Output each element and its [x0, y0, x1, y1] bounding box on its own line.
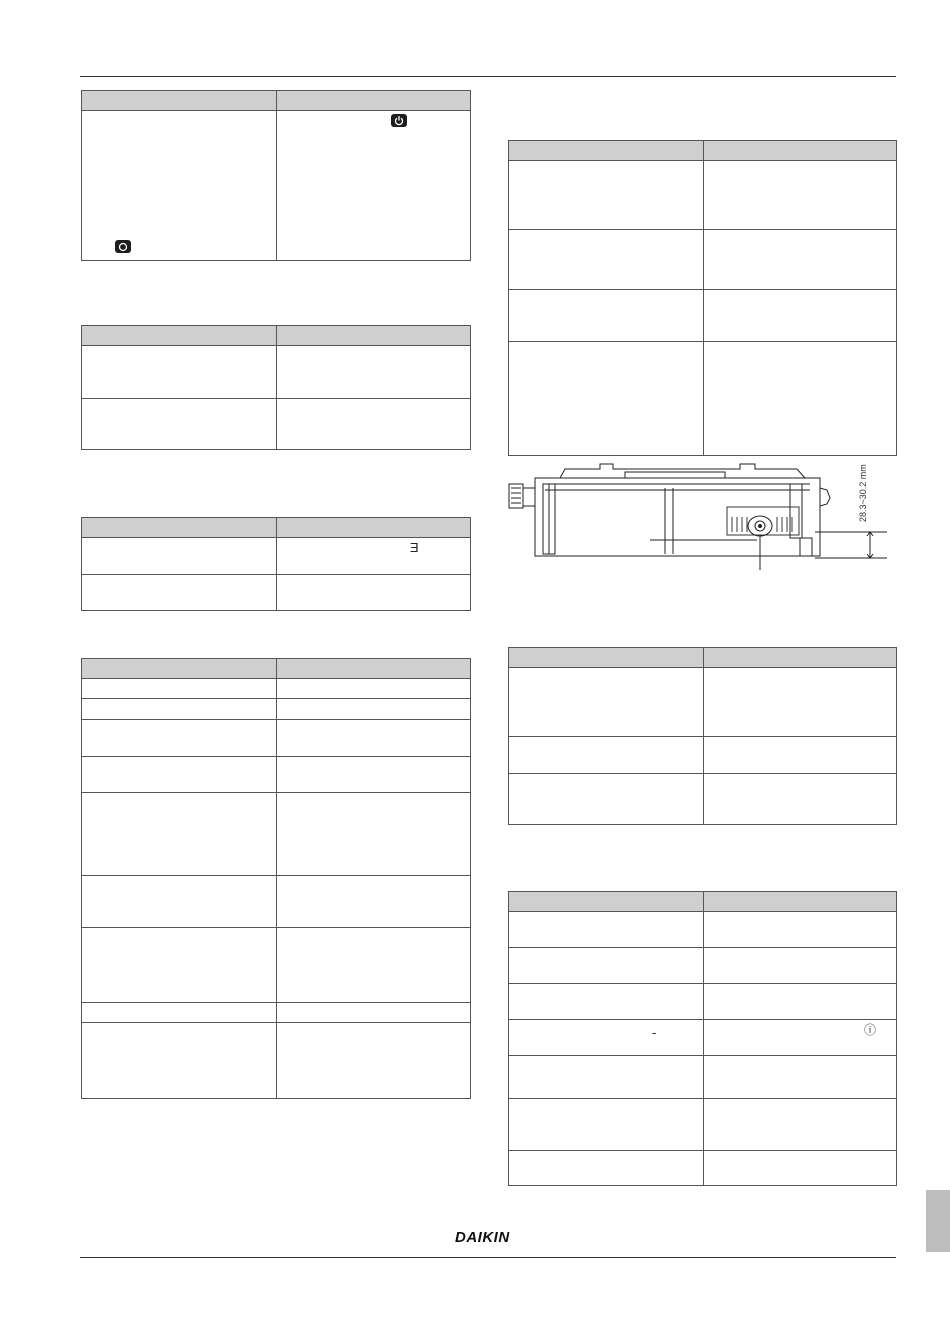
table-cell [277, 1023, 471, 1099]
header-rule [80, 76, 896, 77]
table-cell [704, 290, 897, 342]
table-cell [82, 720, 277, 757]
table-cell [509, 290, 704, 342]
table-cell [277, 575, 471, 611]
table-cell [704, 161, 897, 230]
table-cell [277, 699, 471, 720]
unit-side-view-drawing [505, 460, 890, 572]
table-cell [509, 912, 704, 948]
table-cell [277, 757, 471, 793]
table-cell [277, 720, 471, 757]
table-cell [704, 774, 897, 825]
table-cell [509, 737, 704, 774]
table-cell [509, 1151, 704, 1186]
power-button-icon [115, 240, 131, 253]
table-cell [704, 668, 897, 737]
table-header-cell [704, 648, 897, 668]
chapter-tab-marker [926, 1190, 950, 1252]
table-cell [704, 912, 897, 948]
table-cell [82, 757, 277, 793]
table-header-cell [82, 518, 277, 538]
table-cell [509, 948, 704, 984]
table-cell [509, 1020, 704, 1056]
table-left-1 [81, 90, 471, 261]
table-cell [277, 111, 471, 261]
table-cell [704, 230, 897, 290]
table-header-cell [509, 648, 704, 668]
power-icon [391, 114, 407, 127]
table-cell [277, 399, 471, 450]
table-cell [82, 928, 277, 1003]
table-cell [277, 1003, 471, 1023]
table-cell [82, 399, 277, 450]
table-left-4 [81, 658, 471, 1099]
table-header-cell [704, 141, 897, 161]
table-header-cell [82, 326, 277, 346]
dash-glyph: - [652, 1025, 657, 1040]
table-header-cell [277, 518, 471, 538]
info-icon: ⓘ [864, 1023, 877, 1037]
table-cell [277, 793, 471, 876]
table-right-2 [508, 647, 897, 825]
table-cell [509, 984, 704, 1020]
table-cell [704, 1099, 897, 1151]
table-cell [704, 342, 897, 456]
table-header-cell [509, 892, 704, 912]
table-cell [704, 1020, 897, 1056]
table-cell [509, 774, 704, 825]
table-cell [704, 984, 897, 1020]
table-cell [509, 1056, 704, 1099]
table-left-2 [81, 325, 471, 450]
table-cell [509, 342, 704, 456]
table-cell [82, 538, 277, 575]
table-header-cell [277, 659, 471, 679]
table-header-cell [82, 91, 277, 111]
table-cell [704, 1056, 897, 1099]
table-right-1 [508, 140, 897, 456]
table-cell [277, 679, 471, 699]
table-cell [704, 1151, 897, 1186]
footer-rule [80, 1257, 896, 1258]
table-cell [509, 230, 704, 290]
display-digit-glyph: E [410, 540, 419, 555]
table-cell [82, 111, 277, 261]
table-cell [82, 575, 277, 611]
table-cell [82, 793, 277, 876]
table-cell [82, 1003, 277, 1023]
table-cell [82, 346, 277, 399]
daikin-logo: DAIKIN [455, 1229, 510, 1246]
table-right-3 [508, 891, 897, 1186]
table-cell [82, 876, 277, 928]
table-header-cell [704, 892, 897, 912]
table-header-cell [277, 91, 471, 111]
table-cell [704, 948, 897, 984]
dimension-label: 28.3~30.2 mm [858, 464, 868, 522]
table-cell [509, 1099, 704, 1151]
table-cell [509, 668, 704, 737]
table-cell [277, 928, 471, 1003]
table-cell [82, 679, 277, 699]
table-left-3 [81, 517, 471, 611]
table-cell [82, 1023, 277, 1099]
table-header-cell [277, 326, 471, 346]
table-cell [277, 346, 471, 399]
table-header-cell [509, 141, 704, 161]
table-header-cell [82, 659, 277, 679]
table-cell [277, 876, 471, 928]
table-cell [509, 161, 704, 230]
table-cell [704, 737, 897, 774]
table-cell [82, 699, 277, 720]
table-cell [277, 538, 471, 575]
